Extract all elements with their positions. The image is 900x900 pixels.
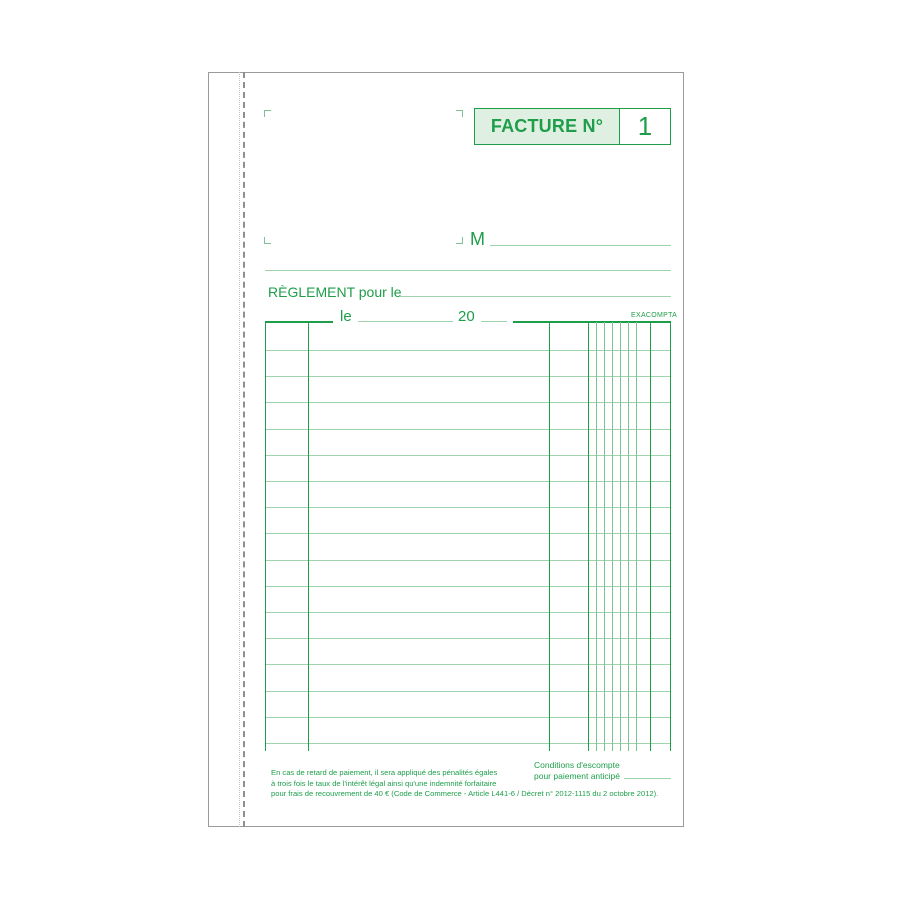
column-divider bbox=[612, 322, 613, 751]
table-border-left bbox=[265, 322, 266, 751]
table-row-line bbox=[265, 612, 671, 613]
recipient-line[interactable] bbox=[490, 245, 671, 246]
table-row-line bbox=[265, 533, 671, 534]
table-row-line bbox=[265, 586, 671, 587]
address-corner-bottom-right bbox=[456, 237, 463, 244]
date-line[interactable] bbox=[358, 321, 453, 322]
invoice-title: FACTURE N° bbox=[475, 109, 620, 144]
column-divider-quantity bbox=[308, 322, 309, 751]
year-line[interactable] bbox=[481, 321, 507, 322]
table-row-line bbox=[265, 560, 671, 561]
invoice-number-box bbox=[474, 108, 671, 145]
table-row-line bbox=[265, 638, 671, 639]
address-corner-top-right bbox=[456, 110, 463, 117]
header-rule-left bbox=[265, 321, 333, 323]
table-row-line bbox=[265, 743, 671, 744]
table-border-right bbox=[670, 322, 671, 751]
brand-label: EXACOMPTA bbox=[631, 312, 678, 319]
header-rule-right bbox=[513, 321, 671, 323]
table-row-line bbox=[265, 350, 671, 351]
table-row-line bbox=[265, 691, 671, 692]
column-divider bbox=[620, 322, 621, 751]
invoice-number: 1 bbox=[637, 111, 653, 141]
recipient-label: M bbox=[470, 229, 485, 249]
payment-line[interactable] bbox=[400, 296, 671, 297]
legal-line-1: En cas de retard de paiement, il sera appliqué des pénalités égales bbox=[271, 768, 498, 777]
table-row-line bbox=[265, 429, 671, 430]
column-divider-description bbox=[549, 322, 550, 751]
legal-notice bbox=[271, 768, 671, 800]
column-divider bbox=[628, 322, 629, 751]
table-row-line bbox=[265, 717, 671, 718]
column-divider bbox=[604, 322, 605, 751]
table-row-line bbox=[265, 455, 671, 456]
table-row-line bbox=[265, 402, 671, 403]
year-prefix: 20 bbox=[458, 308, 475, 325]
column-divider bbox=[596, 322, 597, 751]
table-row-line bbox=[265, 507, 671, 508]
legal-line-3: pour frais de recouvrement de 40 € (Code de Commerce - Article L441-6 / Décret n° 2012-1115 du 2 octobre 2012). bbox=[271, 789, 659, 798]
legal-line-2: à trois fois le taux de l'intérêt légal ainsi qu'une indemnité forfaitaire bbox=[271, 778, 497, 788]
discount-line-2: pour paiement anticipé bbox=[534, 771, 621, 781]
discount-line-1: Conditions d'escompte bbox=[534, 760, 620, 770]
recipient-line-2[interactable] bbox=[265, 270, 671, 271]
payment-label: RÈGLEMENT pour le bbox=[268, 284, 402, 300]
address-corner-bottom-left bbox=[264, 237, 271, 244]
date-label: le bbox=[340, 308, 352, 325]
column-divider bbox=[636, 322, 637, 751]
column-divider-price bbox=[588, 322, 589, 751]
perforation-line bbox=[243, 72, 245, 827]
table-row-line bbox=[265, 376, 671, 377]
table-row-line bbox=[265, 664, 671, 665]
binding-margin bbox=[239, 72, 240, 827]
address-corner-top-left bbox=[264, 110, 271, 117]
table-row-line bbox=[265, 481, 671, 482]
column-divider-total bbox=[650, 322, 651, 751]
